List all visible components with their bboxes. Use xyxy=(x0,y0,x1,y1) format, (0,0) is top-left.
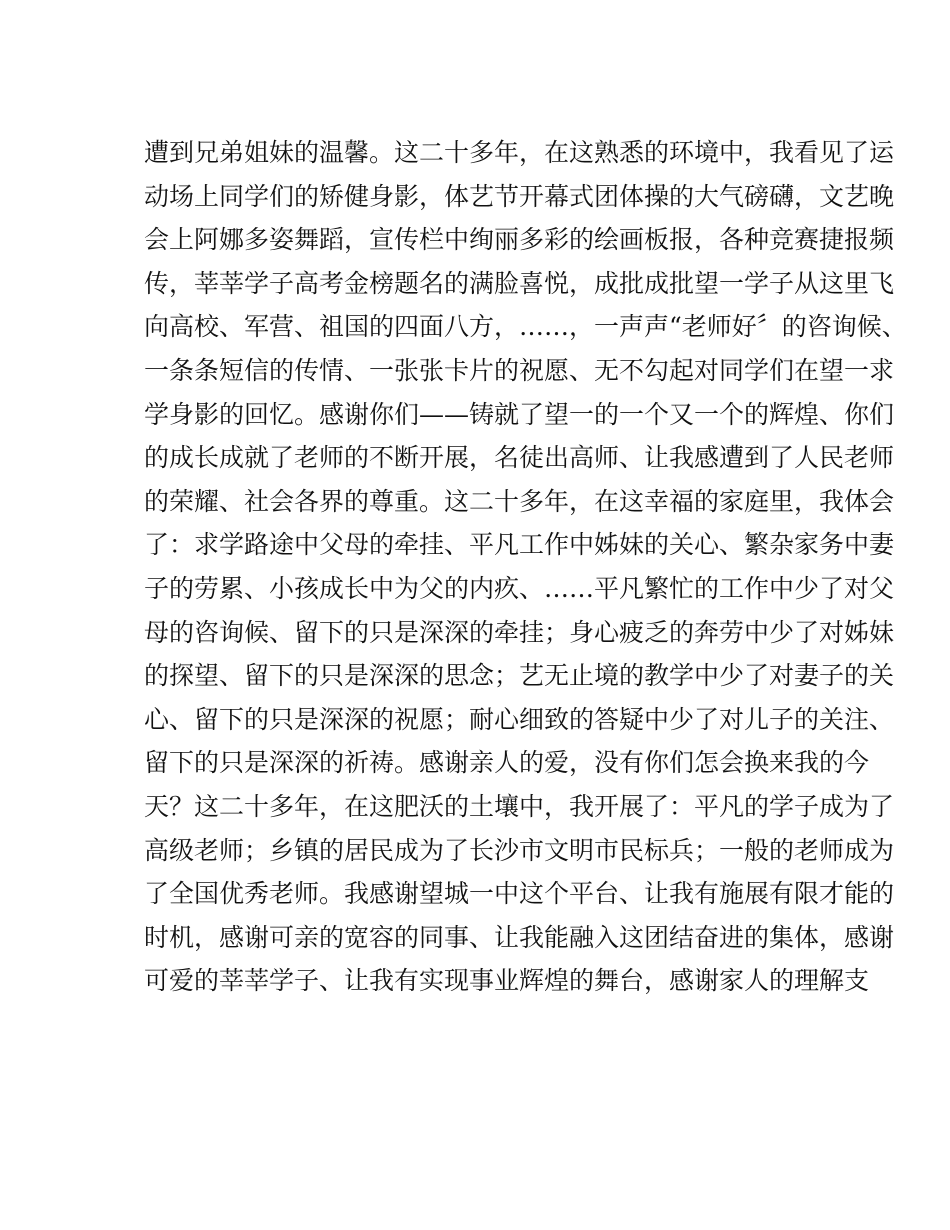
text-line: 动场上同学们的矫健身影，体艺节开幕式团体操的大气磅礴，文艺晚 xyxy=(144,181,895,211)
text-line: 可爱的莘莘学子、让我有实现事业辉煌的舞台，感谢家人的理解支 xyxy=(144,966,870,996)
text-line: 向高校、军营、祖国的四面八方，……，一声声“老师好〞的咨询候、 xyxy=(144,312,907,342)
text-line: 天？这二十多年，在这肥沃的土壤中，我开展了：平凡的学子成为了 xyxy=(144,791,895,821)
text-line: 会上阿娜多姿舞蹈，宣传栏中绚丽多彩的绘画板报，各种竞赛捷报频 xyxy=(144,225,895,255)
text-line: 学身影的回忆。感谢你们——铸就了望一的一个又一个的辉煌、你们 xyxy=(144,399,895,429)
text-line: 遭到兄弟姐妹的温馨。这二十多年，在这熟悉的环境中，我看见了运 xyxy=(144,138,895,167)
text-line: 传，莘莘学子高考金榜题名的满脸喜悦，成批成批望一学子从这里飞 xyxy=(144,268,895,298)
text-line: 子的劳累、小孩成长中为父的内疚、……平凡繁忙的工作中少了对父 xyxy=(144,573,895,603)
text-line: 留下的只是深深的祈祷。感谢亲人的爱，没有你们怎会换来我的今 xyxy=(144,748,870,778)
text-line: 了：求学路途中父母的牵挂、平凡工作中姊妹的关心、繁杂家务中妻 xyxy=(144,530,895,560)
text-line: 一条条短信的传情、一张张卡片的祝愿、无不勾起对同学们在望一求 xyxy=(144,355,895,385)
text-line: 的荣耀、社会各界的尊重。这二十多年，在这幸福的家庭里，我体会 xyxy=(144,486,895,516)
text-line: 的探望、留下的只是深深的思念；艺无止境的教学中少了对妻子的关 xyxy=(144,661,895,691)
text-line: 高级老师；乡镇的居民成为了长沙市文明市民标兵；一般的老师成为 xyxy=(144,835,895,865)
text-line: 母的咨询候、留下的只是深深的牵挂；身心疲乏的奔劳中少了对姊妹 xyxy=(144,617,895,647)
body-text xyxy=(144,131,907,1003)
text-line: 时机，感谢可亲的宽容的同事、让我能融入这团结奋进的集体，感谢 xyxy=(144,922,895,952)
text-line: 了全国优秀老师。我感谢望城一中这个平台、让我有施展有限才能的 xyxy=(144,879,895,909)
text-line: 的成长成就了老师的不断开展，名徒出高师、让我感遭到了人民老师 xyxy=(144,443,895,473)
text-line: 心、留下的只是深深的祝愿；耐心细致的答疑中少了对儿子的关注、 xyxy=(144,704,895,734)
